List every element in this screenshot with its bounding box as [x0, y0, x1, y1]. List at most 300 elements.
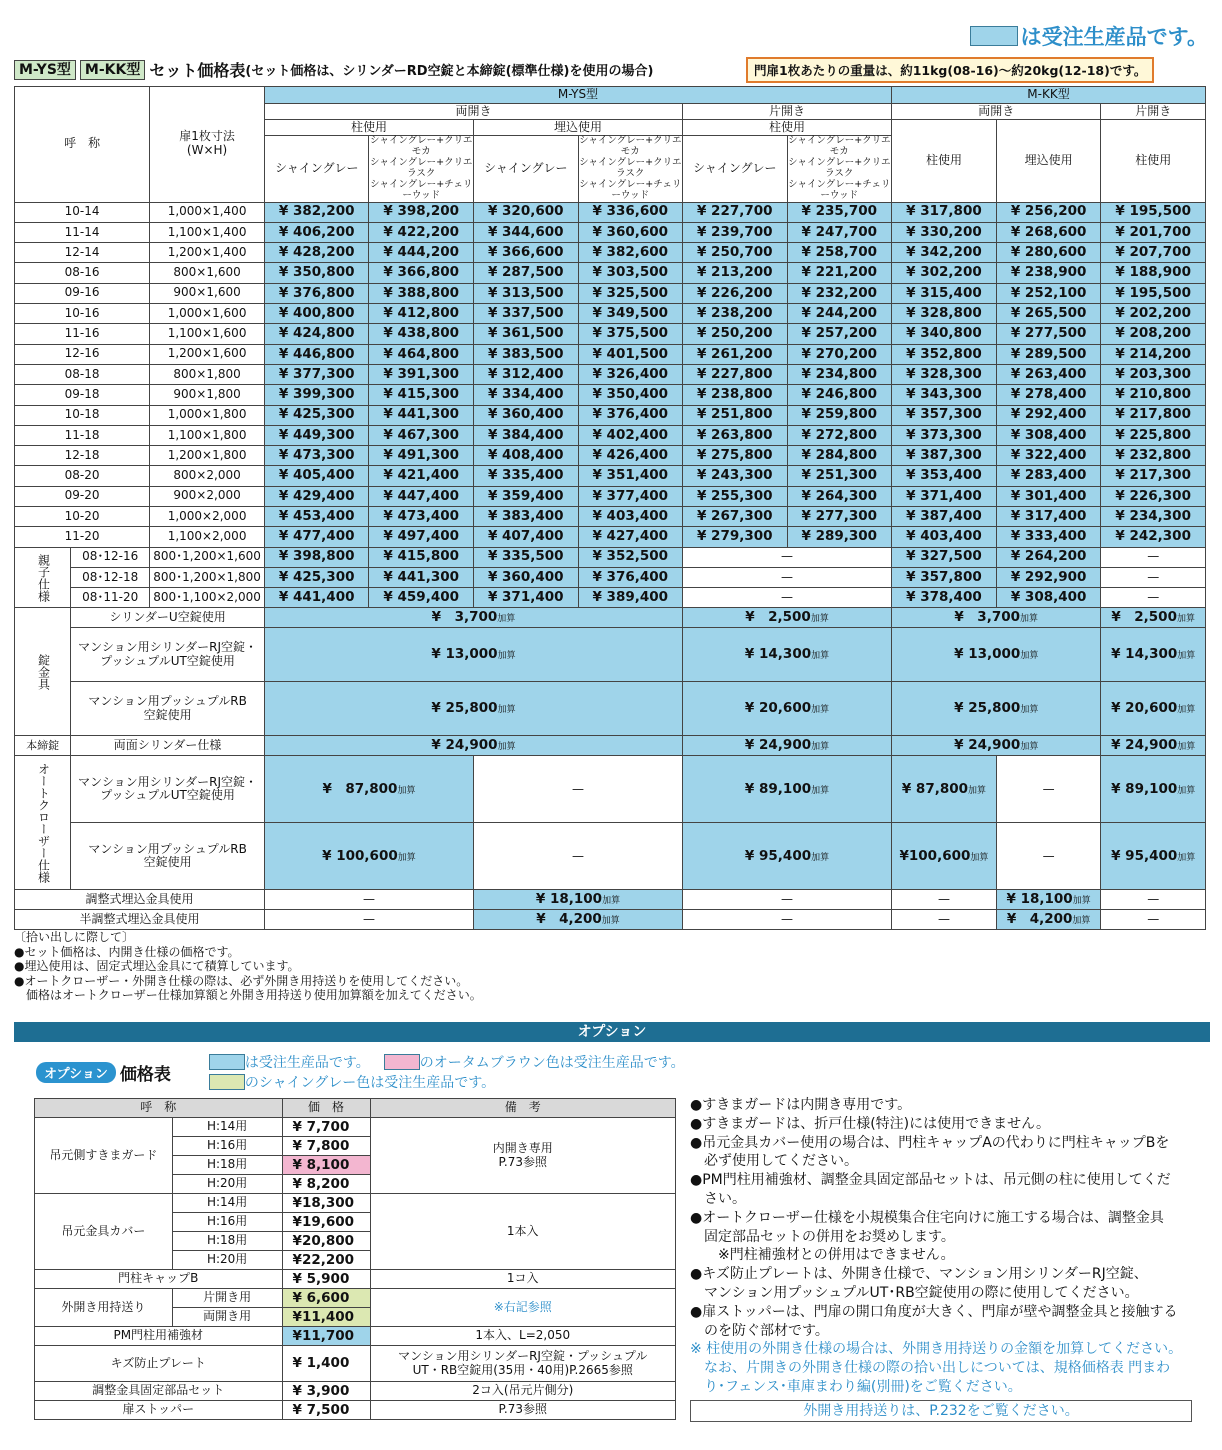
row-size: 800×1,600 [150, 263, 265, 283]
header-single: 片開き [683, 104, 892, 120]
table-row [15, 405, 1206, 425]
table-row [15, 364, 1206, 384]
adjust-label: 調整式埋込金具使用 [15, 890, 265, 910]
price-cell: ¥ 412,800 [369, 304, 474, 324]
price-cell: ¥ 421,400 [369, 466, 474, 486]
price-cell: ¥ 375,500 [578, 324, 683, 344]
oyako-label: 親子仕様 [15, 547, 71, 608]
option-section-bar: オプション [14, 1022, 1210, 1042]
stopper-note: P.73参照 [370, 1401, 676, 1420]
header-single-pillar: 柱使用 [683, 120, 892, 136]
cap-price: ¥ 5,900 [282, 1270, 370, 1289]
row-size: 1,200×1,400 [150, 243, 265, 263]
price-cell: ¥ 376,400 [578, 405, 683, 425]
gap-h16: H:16用 [172, 1137, 282, 1156]
header-mkk-double: 両開き [892, 104, 1101, 120]
price-cell: ¥ 277,500 [996, 324, 1101, 344]
lock-rb-mys-double: ¥ 25,800加算 [264, 682, 682, 736]
price-cell: ¥ 377,300 [264, 364, 369, 384]
closer-rb-mkk-pillar: ¥100,600加算 [892, 823, 997, 890]
price-cell: ¥ 438,800 [369, 324, 474, 344]
price-cell: ¥ 238,800 [683, 385, 788, 405]
gap-h16-price: ¥ 7,800 [282, 1137, 370, 1156]
note-line: 必ず使用してください。 [690, 1153, 858, 1170]
price-cell: ¥ 371,400 [473, 588, 578, 608]
semi-adjust-label: 半調整式埋込金具使用 [15, 910, 265, 930]
price-cell: ¥ 317,800 [892, 202, 997, 222]
table-row [15, 243, 1206, 263]
gap-h20: H:20用 [172, 1175, 282, 1194]
lock-rj-mys-single: ¥ 14,300加算 [683, 628, 892, 682]
price-cell: ¥ 284,800 [787, 446, 892, 466]
price-cell: ¥ 350,400 [578, 385, 683, 405]
price-cell: ¥ 313,500 [473, 283, 578, 303]
row-name: 11-14 [15, 222, 150, 242]
price-cell: ¥ 303,500 [578, 263, 683, 283]
gap-h18-price: ¥ 8,100 [282, 1156, 370, 1175]
price-cell: ¥ 497,400 [369, 527, 474, 547]
row-name: 09-18 [15, 385, 150, 405]
price-cell: ¥ 263,800 [683, 425, 788, 445]
closer-rj-mys-embed: — [473, 756, 682, 823]
gap-note: 内開き専用 P.73参照 [370, 1118, 676, 1194]
cover-h16-price: ¥19,600 [282, 1213, 370, 1232]
price-cell: ¥ 453,400 [264, 506, 369, 526]
cover-h18-price: ¥20,800 [282, 1232, 370, 1251]
header-mkk-embed: 埋込使用 [996, 120, 1101, 203]
price-cell: ¥ 255,300 [683, 486, 788, 506]
closer-rb-mys-single: ¥ 95,400加算 [683, 823, 892, 890]
adjust-mkk-pillar: — [892, 890, 997, 910]
price-cell: ¥ 246,800 [787, 385, 892, 405]
note-line: ●埋込使用は、固定式埋込金具にて積算しています。 [14, 959, 300, 973]
price-cell: ¥ 208,200 [1101, 324, 1206, 344]
cap-label: 門柱キャップB [35, 1270, 283, 1289]
price-cell: ¥ 234,300 [1101, 506, 1206, 526]
price-cell: ¥ 234,800 [787, 364, 892, 384]
row-size: 800･1,100×2,000 [150, 588, 265, 608]
price-cell: ¥ 360,400 [473, 405, 578, 425]
price-cell: ¥ 336,600 [578, 202, 683, 222]
price-cell: ¥ 447,400 [369, 486, 474, 506]
price-cell: ¥ 360,600 [578, 222, 683, 242]
row-name: 09-20 [15, 486, 150, 506]
pink-swatch [384, 1054, 420, 1070]
price-cell: ¥ 376,800 [264, 283, 369, 303]
weight-note: 門扉1枚あたりの重量は、約11kg(08-16)〜約20kg(12-18)です。 [746, 57, 1154, 83]
header-mix: シャイングレー+クリエモカ シャイングレー+クリエラスク シャイングレー+チェリーウッド [579, 135, 682, 201]
header-name: 呼 称 [15, 87, 150, 203]
price-cell: ¥ 376,400 [578, 567, 683, 587]
legend-text: は受注生産品です。 [1020, 25, 1208, 49]
price-cell: ¥ 201,700 [1101, 222, 1206, 242]
gap-h14-price: ¥ 7,700 [282, 1118, 370, 1137]
price-cell: ¥ 429,400 [264, 486, 369, 506]
row-size: 1,200×1,800 [150, 446, 265, 466]
price-cell: ¥ 384,400 [473, 425, 578, 445]
header-shine: シャイングレー [683, 136, 788, 203]
lock-u-mkk-double: ¥ 3,700加算 [892, 608, 1101, 628]
price-cell: ¥ 328,300 [892, 364, 997, 384]
table-row [15, 486, 1206, 506]
row-name: 12-18 [15, 446, 150, 466]
header-shine: シャイングレー [473, 136, 578, 203]
price-cell: ¥ 342,200 [892, 243, 997, 263]
dash-cell: — [1101, 567, 1206, 587]
price-cell: ¥ 352,500 [578, 547, 683, 567]
price-cell: ¥ 491,300 [369, 446, 474, 466]
price-cell: ¥ 250,200 [683, 324, 788, 344]
price-cell: ¥ 383,400 [473, 506, 578, 526]
closer-rj-mys-single: ¥ 89,100加算 [683, 756, 892, 823]
blue-swatch [209, 1054, 245, 1070]
price-cell: ¥ 371,400 [892, 486, 997, 506]
deadbolt-mkk-double: ¥ 24,900加算 [892, 736, 1101, 756]
dash-cell: — [1101, 547, 1206, 567]
price-cell: ¥ 373,300 [892, 425, 997, 445]
header-size: 扉1枚寸法 (W×H) [150, 87, 265, 203]
bracket-single: 片開き用 [172, 1289, 282, 1308]
price-cell: ¥ 252,100 [996, 283, 1101, 303]
price-cell: ¥ 258,700 [787, 243, 892, 263]
cover-h14: H:14用 [172, 1194, 282, 1213]
price-cell: ¥ 473,400 [369, 506, 474, 526]
price-cell: ¥ 403,400 [578, 506, 683, 526]
table-row [15, 263, 1206, 283]
price-cell: ¥ 357,800 [892, 567, 997, 587]
row-name: 08･11-20 [71, 588, 150, 608]
price-cell: ¥ 217,300 [1101, 466, 1206, 486]
row-name: 11-18 [15, 425, 150, 445]
header-shine: シャイングレー [264, 136, 369, 203]
deadbolt-mys-double: ¥ 24,900加算 [264, 736, 682, 756]
row-name: 10-20 [15, 506, 150, 526]
header-embed: 埋込使用 [473, 120, 682, 136]
price-cell: ¥ 277,300 [787, 506, 892, 526]
top-legend [970, 22, 1208, 50]
price-cell: ¥ 424,800 [264, 324, 369, 344]
lock-rb-label: マンション用プッシュプルRB 空錠使用 [71, 682, 265, 736]
deadbolt-label: 本締錠 [15, 736, 71, 756]
price-cell: ¥ 320,600 [473, 202, 578, 222]
opt-header-price: 価 格 [282, 1099, 370, 1118]
closer-rb-mys-embed: — [473, 823, 682, 890]
dash-cell: — [683, 588, 892, 608]
price-cell: ¥ 251,800 [683, 405, 788, 425]
price-cell: ¥ 238,900 [996, 263, 1101, 283]
row-size: 900×1,600 [150, 283, 265, 303]
price-cell: ¥ 217,800 [1101, 405, 1206, 425]
price-cell: ¥ 467,300 [369, 425, 474, 445]
header-mix: シャイングレー+クリエモカ シャイングレー+クリエラスク シャイングレー+チェリーウッド [370, 135, 473, 201]
price-cell: ¥ 408,400 [473, 446, 578, 466]
fix-price: ¥ 3,900 [282, 1382, 370, 1401]
pm-note: 1本入、L=2,050 [370, 1327, 676, 1346]
gap-h18: H:18用 [172, 1156, 282, 1175]
price-cell: ¥ 270,200 [787, 344, 892, 364]
lock-u-mys-double: ¥ 3,700加算 [264, 608, 682, 628]
note-line: 〔拾い出しに際して〕 [14, 930, 135, 944]
price-cell: ¥ 292,900 [996, 567, 1101, 587]
note-line: ●オートクローザー・外開き仕様の際は、必ず外開き用持送りを使用してください。 [14, 973, 469, 988]
adjust-mys-single: — [683, 890, 892, 910]
bracket-double-price: ¥11,400 [282, 1308, 370, 1327]
price-cell: ¥ 243,300 [683, 466, 788, 486]
price-cell: ¥ 334,400 [473, 385, 578, 405]
row-name: 08-18 [15, 364, 150, 384]
note-line: ●オートクローザー仕様を小規模集合住宅向けに施工する場合は、調整金具 [690, 1209, 1164, 1226]
kizu-price: ¥ 1,400 [282, 1346, 370, 1382]
price-cell: ¥ 340,800 [892, 324, 997, 344]
price-cell: ¥ 366,800 [369, 263, 474, 283]
price-cell: ¥ 292,400 [996, 405, 1101, 425]
kizu-note: マンション用シリンダーRJ空錠・プッシュプル UT・RB空錠用(35用・40用)P.2665参照 [370, 1346, 676, 1382]
dash-cell: — [683, 567, 892, 587]
lock-u-mkk-single: ¥ 2,500加算 [1101, 608, 1206, 628]
header-mkk-single: 片開き [1101, 104, 1206, 120]
price-cell: ¥ 322,400 [996, 446, 1101, 466]
opt-header-note: 備 考 [370, 1099, 676, 1118]
price-cell: ¥ 335,500 [473, 547, 578, 567]
price-cell: ¥ 239,700 [683, 222, 788, 242]
set-price-table [14, 86, 1206, 930]
adjust-mkk-single: — [1101, 890, 1206, 910]
stopper-label: 扉ストッパー [35, 1401, 283, 1420]
lock-rj-mkk-single: ¥ 14,300加算 [1101, 628, 1206, 682]
bracket-label: 外開き用持送り [35, 1289, 173, 1327]
price-cell: ¥ 473,300 [264, 446, 369, 466]
price-cell: ¥ 247,700 [787, 222, 892, 242]
price-cell: ¥ 289,300 [787, 527, 892, 547]
deadbolt-mys-single: ¥ 24,900加算 [683, 736, 892, 756]
closer-rj-label: マンション用シリンダーRJ空錠・ プッシュプルUT空錠使用 [71, 756, 265, 823]
price-cell: ¥ 302,200 [892, 263, 997, 283]
row-size: 800･1,200×1,600 [150, 547, 265, 567]
price-cell: ¥ 352,800 [892, 344, 997, 364]
price-cell: ¥ 272,800 [787, 425, 892, 445]
header-mkk-pillar: 柱使用 [892, 120, 997, 203]
price-cell: ¥ 226,200 [683, 283, 788, 303]
stopper-price: ¥ 7,500 [282, 1401, 370, 1420]
lock-label: 錠金具 [15, 608, 71, 736]
semi-mys-single: — [683, 910, 892, 930]
price-cell: ¥ 449,300 [264, 425, 369, 445]
note-line: ●キズ防止プレートは、外開き仕様で、マンション用シリンダーRJ空錠、 [690, 1266, 1148, 1283]
note-line: ●すきまガードは、折戸仕様(特注)には使用できません。 [690, 1115, 1050, 1132]
price-cell: ¥ 235,700 [787, 202, 892, 222]
dash-cell: — [683, 547, 892, 567]
price-cell: ¥ 333,400 [996, 527, 1101, 547]
table-row [15, 547, 1206, 567]
price-cell: ¥ 425,300 [264, 405, 369, 425]
price-cell: ¥ 256,200 [996, 202, 1101, 222]
table-row [15, 222, 1206, 242]
price-cell: ¥ 406,200 [264, 222, 369, 242]
row-name: 08-20 [15, 466, 150, 486]
closer-rb-mkk-embed: — [996, 823, 1101, 890]
fix-note: 2コ入(吊元片側分) [370, 1382, 676, 1401]
cover-label: 吊元金具カバー [35, 1194, 173, 1270]
lock-rb-mkk-double: ¥ 25,800加算 [892, 682, 1101, 736]
legend-blue: は受注生産品です。 [209, 1052, 370, 1072]
closer-rj-mkk-single: ¥ 89,100加算 [1101, 756, 1206, 823]
price-cell: ¥ 308,400 [996, 588, 1101, 608]
price-cell: ¥ 257,200 [787, 324, 892, 344]
price-cell: ¥ 278,400 [996, 385, 1101, 405]
header-mys: M-YS型 [264, 87, 891, 104]
row-size: 1,000×1,600 [150, 304, 265, 324]
price-cell: ¥ 401,500 [578, 344, 683, 364]
price-cell: ¥ 328,800 [892, 304, 997, 324]
bracket-double: 両開き用 [172, 1308, 282, 1327]
row-size: 800×2,000 [150, 466, 265, 486]
row-size: 1,000×1,400 [150, 202, 265, 222]
lock-rj-label: マンション用シリンダーRJ空錠・ プッシュプルUT空錠使用 [71, 628, 265, 682]
price-cell: ¥ 441,300 [369, 405, 474, 425]
standard-rows [15, 202, 1206, 547]
price-cell: ¥ 325,500 [578, 283, 683, 303]
price-cell: ¥ 387,300 [892, 446, 997, 466]
cover-note: 1本入 [370, 1194, 676, 1270]
price-cell: ¥ 221,200 [787, 263, 892, 283]
semi-mkk-pillar: — [892, 910, 997, 930]
price-cell: ¥ 350,800 [264, 263, 369, 283]
price-cell: ¥ 422,200 [369, 222, 474, 242]
note-line: ●扉ストッパーは、門扉の開口角度が大きく、門扉が壁や調整金具と接触する [690, 1303, 1178, 1320]
price-cell: ¥ 264,200 [996, 547, 1101, 567]
fix-label: 調整金具固定部品セット [35, 1382, 283, 1401]
header-pillar: 柱使用 [264, 120, 473, 136]
note-line: ●セット価格は、内開き仕様の価格です。 [14, 944, 240, 959]
kizu-label: キズ防止プレート [35, 1346, 283, 1382]
cover-h18: H:18用 [172, 1232, 282, 1251]
bracket-ref-box: 外開き用持送りは、P.232をご覧ください。 [690, 1400, 1192, 1422]
price-cell: ¥ 361,500 [473, 324, 578, 344]
pm-label: PM門柱用補強材 [35, 1327, 283, 1346]
gap-guard-label: 吊元側すきまガード [35, 1118, 173, 1194]
price-cell: ¥ 459,400 [369, 588, 474, 608]
price-cell: ¥ 268,600 [996, 222, 1101, 242]
price-cell: ¥ 232,800 [1101, 446, 1206, 466]
price-cell: ¥ 415,300 [369, 385, 474, 405]
header-mix: シャイングレー+クリエモカ シャイングレー+クリエラスク シャイングレー+チェリーウッド [788, 135, 891, 201]
price-cell: ¥ 188,900 [1101, 263, 1206, 283]
note-line: 固定部品セットの併用をお奨めします。 [690, 1228, 955, 1245]
lock-rj-mkk-double: ¥ 13,000加算 [892, 628, 1101, 682]
price-cell: ¥ 464,800 [369, 344, 474, 364]
price-cell: ¥ 227,700 [683, 202, 788, 222]
price-cell: ¥ 330,200 [892, 222, 997, 242]
price-cell: ¥ 426,400 [578, 446, 683, 466]
lock-u-label: シリンダーU空錠使用 [71, 608, 265, 628]
price-cell: ¥ 265,500 [996, 304, 1101, 324]
option-badge: オプション [36, 1062, 116, 1083]
note-line: のを防ぐ部材です。 [690, 1322, 829, 1339]
oyako-rows [15, 547, 1206, 608]
row-size: 1,200×1,600 [150, 344, 265, 364]
price-cell: ¥ 441,300 [369, 567, 474, 587]
price-cell: ¥ 398,800 [264, 547, 369, 567]
price-cell: ¥ 403,400 [892, 527, 997, 547]
table-row [15, 506, 1206, 526]
table-row [15, 588, 1206, 608]
table-row [15, 283, 1206, 303]
price-cell: ¥ 400,800 [264, 304, 369, 324]
price-cell: ¥ 441,400 [264, 588, 369, 608]
row-name: 10-18 [15, 405, 150, 425]
closer-rb-mkk-single: ¥ 95,400加算 [1101, 823, 1206, 890]
note-line-blue: り･フェンス･車庫まわり編(別冊)をご覧ください。 [690, 1378, 1022, 1395]
price-cell: ¥ 405,400 [264, 466, 369, 486]
pm-price: ¥11,700 [282, 1327, 370, 1346]
row-size: 900×1,800 [150, 385, 265, 405]
cover-h16: H:16用 [172, 1213, 282, 1232]
price-cell: ¥ 315,400 [892, 283, 997, 303]
price-cell: ¥ 383,500 [473, 344, 578, 364]
note-line-blue: ※ 柱使用の外開き仕様の場合は、外開き用持送りの金額を加算してください。 [690, 1341, 1183, 1358]
closer-rj-mkk-pillar: ¥ 87,800加算 [892, 756, 997, 823]
price-cell: ¥ 335,400 [473, 466, 578, 486]
row-size: 1,100×1,600 [150, 324, 265, 344]
price-cell: ¥ 287,500 [473, 263, 578, 283]
bracket-note: ※右記参照 [370, 1289, 676, 1327]
header-mkk-single-pillar: 柱使用 [1101, 120, 1206, 203]
price-cell: ¥ 250,700 [683, 243, 788, 263]
row-name: 09-16 [15, 283, 150, 303]
bracket-single-price: ¥ 6,600 [282, 1289, 370, 1308]
option-notes [690, 1096, 1210, 1397]
model-tag-mkk: M-KK型 [80, 60, 145, 80]
price-cell: ¥ 343,300 [892, 385, 997, 405]
row-size: 1,000×1,800 [150, 405, 265, 425]
price-cell: ¥ 344,600 [473, 222, 578, 242]
semi-mkk-single: — [1101, 910, 1206, 930]
page-subtitle: (セット価格は、シリンダーRD空錠と本締錠(標準仕様)を使用の場合) [245, 64, 654, 79]
price-cell: ¥ 232,200 [787, 283, 892, 303]
legend-green: のシャイングレー色は受注生産品です。 [209, 1072, 685, 1092]
row-name: 08･12-18 [71, 567, 150, 587]
option-title-row [36, 1052, 685, 1092]
price-cell: ¥ 289,500 [996, 344, 1101, 364]
price-cell: ¥ 327,500 [892, 547, 997, 567]
header-double: 両開き [264, 104, 682, 120]
price-cell: ¥ 382,200 [264, 202, 369, 222]
closer-rb-mys-pillar: ¥ 100,600加算 [264, 823, 473, 890]
price-cell: ¥ 263,400 [996, 364, 1101, 384]
pricing-notes [14, 930, 482, 1003]
model-tag-mys: M-YS型 [14, 60, 76, 80]
note-line: 価格はオートクローザー仕様加算額と外開き用持送り使用加算額を加えてください。 [14, 988, 482, 1002]
price-cell: ¥ 360,400 [473, 567, 578, 587]
deadbolt-mkk-single: ¥ 24,900加算 [1101, 736, 1206, 756]
price-cell: ¥ 259,800 [787, 405, 892, 425]
price-cell: ¥ 207,700 [1101, 243, 1206, 263]
table-row [15, 446, 1206, 466]
note-line: マンション用プッシュプルUT･RB空錠使用の際に使用してください。 [690, 1284, 1139, 1301]
note-line: ●PM門柱用補強材、調整金具固定部品セットは、吊元側の柱に使用してくだ [690, 1172, 1171, 1189]
row-size: 1,100×1,800 [150, 425, 265, 445]
price-cell: ¥ 349,500 [578, 304, 683, 324]
price-cell: ¥ 226,300 [1101, 486, 1206, 506]
price-cell: ¥ 283,400 [996, 466, 1101, 486]
row-size: 800×1,800 [150, 364, 265, 384]
price-cell: ¥ 428,200 [264, 243, 369, 263]
price-cell: ¥ 225,800 [1101, 425, 1206, 445]
price-cell: ¥ 261,200 [683, 344, 788, 364]
row-size: 1,100×2,000 [150, 527, 265, 547]
table-row [15, 527, 1206, 547]
option-price-table [34, 1098, 676, 1420]
